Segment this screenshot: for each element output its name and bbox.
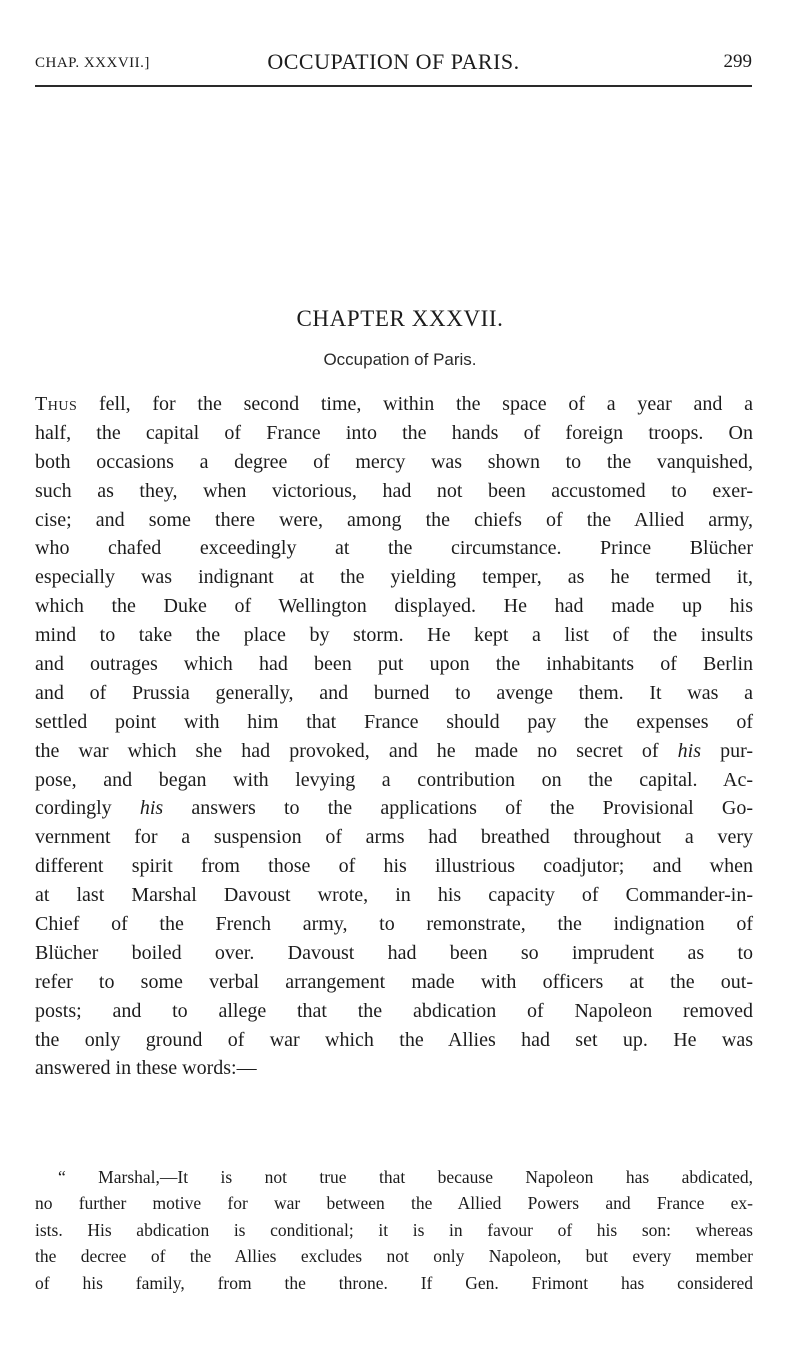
text-line: who chafed exceedingly at the circumstance. Prince Blücher	[35, 537, 753, 560]
quoted-letter	[35, 1164, 753, 1296]
running-title: OCCUPATION OF PARIS.	[267, 49, 520, 74]
quote-line: no further motive for war between the Allied Powers and France ex-	[35, 1193, 753, 1214]
text-segment: the war which she had provoked, and he made no secret of	[35, 739, 678, 762]
drop-word: Thus	[35, 393, 78, 415]
running-head	[35, 49, 752, 77]
text-line: answered in these words:—	[35, 1057, 257, 1080]
chapter-title: CHAPTER XXXVII.	[296, 306, 504, 331]
text-line: settled point with him that France should pay the expenses of	[35, 710, 753, 733]
italic-word: his	[139, 797, 164, 820]
body-text	[35, 390, 753, 1083]
chapter-reference: CHAP. XXXVII.]	[35, 55, 150, 71]
quote-line: ists. His abdication is conditional; it is in favour of his son: whereas	[35, 1219, 753, 1240]
text-line: cise; and some there were, among the chiefs of the Allied army,	[35, 508, 753, 531]
text-line: mind to take the place by storm. He kept a list of the insults	[35, 624, 753, 647]
text-segment: pur-	[701, 739, 753, 762]
text-line: both occasions a degree of mercy was shown to the vanquished,	[35, 450, 753, 473]
text-line: and of Prussia generally, and burned to avenge them. It was a	[35, 681, 753, 704]
text-segment: answers to the applications of the Provisional Go-	[163, 797, 753, 820]
text-line	[35, 390, 753, 419]
text-line: the only ground of war which the Allies had set up. He was	[35, 1028, 753, 1051]
text-line: pose, and began with levying a contribution on the capital. Ac-	[35, 768, 753, 791]
italic-word: his	[677, 739, 701, 762]
text-line: half, the capital of France into the hands of foreign troops. On	[35, 421, 753, 444]
text-line: at last Marshal Davoust wrote, in his capacity of Commander-in-	[35, 884, 753, 907]
text-line: vernment for a suspension of arms had breathed throughout a very	[35, 826, 753, 849]
text-segment: cordingly	[35, 797, 140, 820]
text-line: and outrages which had been put upon the inhabitants of Berlin	[35, 653, 753, 676]
text-line: especially was indignant at the yielding temper, as he termed it,	[35, 566, 753, 589]
chapter-subtitle: Occupation of Paris.	[323, 350, 477, 369]
text-line: Chief of the French army, to remonstrate, the indignation of	[35, 913, 753, 936]
quote-line: the decree of the Allies excludes not only Napoleon, but every member	[35, 1246, 753, 1267]
text-line-content: fell, for the second time, within the space of a year and a	[77, 393, 753, 415]
header-rule	[35, 85, 752, 87]
text-line: different spirit from those of his illustrious coadjutor; and when	[35, 855, 753, 878]
text-line: Blücher boiled over. Davoust had been so imprudent as to	[35, 941, 753, 964]
text-line: posts; and to allege that the abdication of Napoleon removed	[35, 999, 753, 1022]
quote-line: “ Marshal,—It is not true that because Napoleon has abdicated,	[58, 1167, 753, 1187]
text-line	[35, 794, 753, 823]
page-number: 299	[723, 51, 752, 72]
text-line: refer to some verbal arrangement made with officers at the out-	[35, 970, 753, 993]
text-line	[35, 737, 753, 766]
text-line: such as they, when victorious, had not been accustomed to exer-	[35, 479, 753, 502]
text-line: which the Duke of Wellington displayed. He had made up his	[35, 595, 753, 618]
quote-line: of his family, from the throne. If Gen. Frimont has considered	[35, 1272, 753, 1293]
